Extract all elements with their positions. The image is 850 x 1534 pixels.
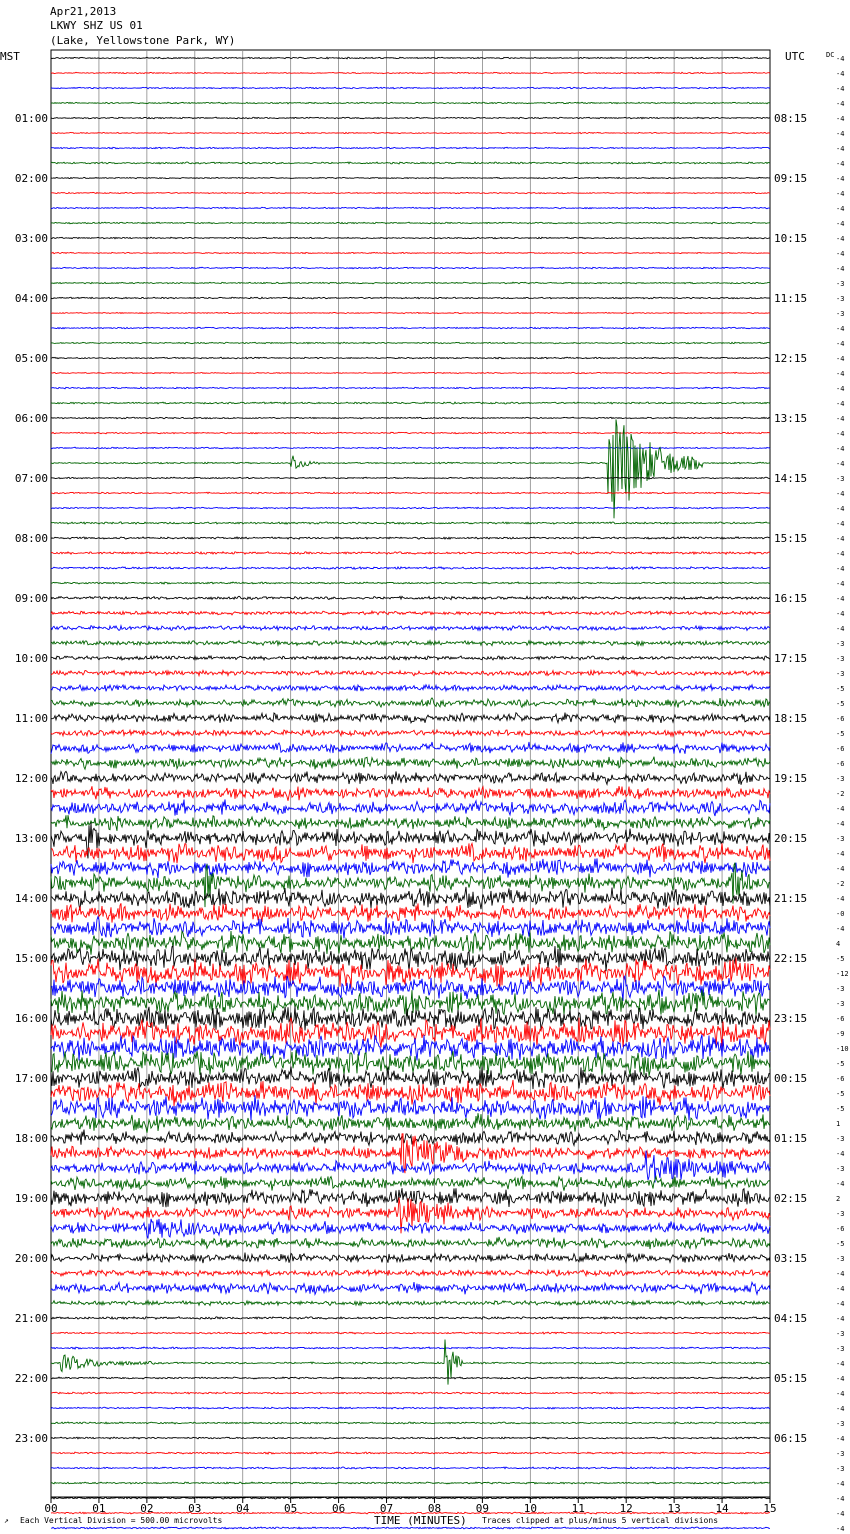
seismic-trace <box>51 207 770 209</box>
x-tick-label: 00 <box>44 1502 58 1515</box>
left-hour-label: 22:00 <box>14 1372 48 1385</box>
right-hour-label: 21:15 <box>774 892 808 905</box>
seismic-trace <box>51 1437 770 1439</box>
dc-offset-label: -4 <box>836 1360 845 1368</box>
dc-offset-label: -4 <box>836 805 845 813</box>
dc-offset-label: -5 <box>836 1090 845 1098</box>
x-tick-label: 09 <box>475 1502 490 1515</box>
seismic-trace <box>51 1282 770 1294</box>
seismic-trace <box>51 730 770 736</box>
left-hour-label: 15:00 <box>14 952 48 965</box>
seismic-trace <box>51 147 770 149</box>
dc-offset-label: -4 <box>836 370 845 378</box>
dc-offset-label: -4 <box>836 1405 845 1413</box>
dc-offset-label: -5 <box>836 1240 845 1248</box>
x-tick-label: 07 <box>379 1502 394 1515</box>
seismic-trace <box>51 1080 770 1106</box>
dc-offset-label: -3 <box>836 1000 845 1008</box>
seismic-trace <box>51 507 770 509</box>
seismic-trace <box>51 372 770 373</box>
dc-offset-label: -5 <box>836 1105 845 1113</box>
seismic-trace <box>51 327 770 329</box>
dc-offset-label: -4 <box>836 535 845 543</box>
dc-offset-label: -4 <box>836 220 845 228</box>
x-axis-title: TIME (MINUTES) <box>374 1514 467 1527</box>
seismic-trace <box>51 57 770 59</box>
dc-offset-label: -9 <box>836 1030 845 1038</box>
right-hour-label: 03:15 <box>774 1252 808 1265</box>
seismic-trace <box>51 1317 770 1320</box>
seismic-trace <box>51 858 770 878</box>
seismic-trace <box>51 222 770 224</box>
dc-offset-label: -3 <box>836 670 845 678</box>
seismic-trace <box>51 492 770 494</box>
dc-offset-label: -6 <box>836 1075 845 1083</box>
dc-offset-label: -3 <box>836 1165 845 1173</box>
dc-offset-label: -4 <box>836 85 845 93</box>
right-hour-label: 05:15 <box>774 1372 808 1385</box>
seismic-trace <box>51 670 770 675</box>
dc-offset-label: -4 <box>836 505 845 513</box>
dc-offset-label: -4 <box>836 460 845 468</box>
dc-offset-label: -3 <box>836 1420 845 1428</box>
left-hour-label: 08:00 <box>14 532 48 545</box>
dc-offset-label: -4 <box>836 400 845 408</box>
seismic-trace <box>51 282 770 284</box>
x-tick-label: 15 <box>763 1502 777 1515</box>
dc-offset-label: -4 <box>836 70 845 78</box>
dc-offset-label: -4 <box>836 55 845 63</box>
dc-offset-label: -4 <box>836 580 845 588</box>
x-tick-label: 05 <box>284 1502 298 1515</box>
left-hour-label: 01:00 <box>14 112 48 125</box>
right-hour-label: 22:15 <box>774 952 808 965</box>
x-tick-label: 01 <box>92 1502 106 1515</box>
x-tick-label: 10 <box>523 1502 537 1515</box>
dc-offset-label: -4 <box>836 895 845 903</box>
seismic-trace <box>51 1407 770 1409</box>
dc-offset-label: -4 <box>836 1300 845 1308</box>
right-hour-label: 00:15 <box>774 1072 808 1085</box>
dc-offset-label: -4 <box>836 550 845 558</box>
right-hour-label: 08:15 <box>774 112 808 125</box>
seismic-trace <box>51 1237 770 1249</box>
seismic-trace <box>51 685 770 692</box>
seismic-trace <box>51 477 770 479</box>
seismic-trace <box>51 1332 770 1334</box>
dc-offset-label: -4 <box>836 1525 845 1533</box>
dc-offset-label: -3 <box>836 985 845 993</box>
left-hour-label: 07:00 <box>14 472 48 485</box>
seismic-trace <box>51 162 770 164</box>
right-hour-label: 13:15 <box>774 412 808 425</box>
dc-offset-label: -4 <box>836 445 845 453</box>
seismic-trace <box>51 1006 770 1030</box>
dc-offset-label: -3 <box>836 1465 845 1473</box>
seismic-trace <box>51 1130 770 1146</box>
dc-offset-label: -2 <box>836 880 845 888</box>
seismic-trace <box>51 252 770 253</box>
seismic-trace <box>51 419 770 518</box>
dc-offset-label: -3 <box>836 655 845 663</box>
seismic-trace <box>51 917 770 939</box>
dc-offset-label: -4 <box>836 1375 845 1383</box>
dc-offset-label: -0 <box>836 910 845 918</box>
left-hour-label: 18:00 <box>14 1132 48 1145</box>
plot-frame <box>51 50 770 1497</box>
dc-offset-label: -4 <box>836 820 845 828</box>
dc-offset-label: -4 <box>836 415 845 423</box>
right-hour-label: 09:15 <box>774 172 808 185</box>
x-tick-label: 02 <box>140 1502 154 1515</box>
dc-offset-label: -4 <box>836 190 845 198</box>
seismic-trace <box>51 447 770 449</box>
dc-offset-label: -3 <box>836 310 845 318</box>
dc-offset-label: -4 <box>836 625 845 633</box>
dc-offset-label: -3 <box>836 1210 845 1218</box>
dc-offset-label: -3 <box>836 1330 845 1338</box>
left-hour-label: 16:00 <box>14 1012 48 1025</box>
seismic-trace <box>51 903 770 922</box>
seismic-trace <box>51 843 770 863</box>
seismic-trace <box>51 237 770 239</box>
dc-offset-label: -4 <box>836 1390 845 1398</box>
station-code: LKWY SHZ US 01 <box>50 19 143 32</box>
dc-offset-label: -4 <box>836 355 845 363</box>
seismic-trace <box>51 102 770 104</box>
dc-offset-label: -4 <box>836 565 845 573</box>
left-hour-label: 10:00 <box>14 652 48 665</box>
seismic-trace <box>51 786 770 801</box>
dc-offset-label: -5 <box>836 685 845 693</box>
right-zone-label: UTC <box>785 50 805 63</box>
right-hour-label: 19:15 <box>774 772 808 785</box>
dc-offset-label: -4 <box>836 1480 845 1488</box>
dc-offset-label: -5 <box>836 730 845 738</box>
seismic-trace <box>51 552 770 555</box>
x-tick-label: 13 <box>667 1502 681 1515</box>
seismic-trace <box>51 1392 770 1394</box>
dc-offset-label: -6 <box>836 745 845 753</box>
seismic-trace <box>51 596 770 599</box>
seismic-trace <box>51 1113 770 1133</box>
right-hour-label: 20:15 <box>774 832 808 845</box>
dc-offset-label: -4 <box>836 160 845 168</box>
seismic-trace <box>51 567 770 570</box>
seismic-trace <box>51 742 770 754</box>
seismic-trace <box>51 402 770 404</box>
dc-offset-label: -4 <box>836 1510 845 1518</box>
right-hour-label: 10:15 <box>774 232 808 245</box>
dc-offset-label: -10 <box>836 1045 849 1053</box>
seismic-trace <box>51 656 770 660</box>
station-location: (Lake, Yellowstone Park, WY) <box>50 34 236 47</box>
seismic-trace <box>51 117 770 119</box>
dc-label: DC <box>826 51 835 59</box>
right-hour-label: 12:15 <box>774 352 808 365</box>
seismic-trace <box>51 582 770 584</box>
seismic-trace <box>51 1176 770 1190</box>
dc-offset-label: 2 <box>836 1195 841 1203</box>
dc-offset-label: -3 <box>836 1255 845 1263</box>
dc-offset-label: -3 <box>836 475 845 483</box>
seismic-trace <box>51 357 770 359</box>
seismic-trace <box>51 537 770 539</box>
left-hour-label: 02:00 <box>14 172 48 185</box>
seismic-trace <box>51 1527 770 1529</box>
seismic-trace <box>51 771 770 784</box>
left-zone-label: MST <box>0 50 20 63</box>
right-hour-label: 04:15 <box>774 1312 808 1325</box>
dc-offset-label: -4 <box>836 1495 845 1503</box>
dc-offset-label: -3 <box>836 640 845 648</box>
seismic-trace <box>51 267 770 269</box>
seismic-trace <box>51 72 770 73</box>
dc-offset-label: -3 <box>836 835 845 843</box>
x-tick-label: 11 <box>571 1502 585 1515</box>
dc-offset-label: -4 <box>836 130 845 138</box>
seismic-trace <box>51 713 770 723</box>
left-hour-label: 06:00 <box>14 412 48 425</box>
seismic-trace <box>51 823 770 859</box>
dc-offset-label: -3 <box>836 1345 845 1353</box>
dc-offset-label: -4 <box>836 175 845 183</box>
seismic-trace <box>51 815 770 831</box>
left-hour-label: 09:00 <box>14 592 48 605</box>
seismic-trace <box>51 87 770 89</box>
dc-offset-label: -2 <box>836 790 845 798</box>
seismic-trace <box>51 799 770 816</box>
dc-offset-label: -4 <box>836 205 845 213</box>
dc-offset-label: -3 <box>836 1450 845 1458</box>
dc-offset-label: -4 <box>836 850 845 858</box>
dc-offset-label: -5 <box>836 700 845 708</box>
left-hour-label: 12:00 <box>14 772 48 785</box>
seismic-trace <box>51 1270 770 1276</box>
x-tick-label: 12 <box>619 1502 633 1515</box>
x-tick-label: 04 <box>236 1502 250 1515</box>
left-hour-label: 19:00 <box>14 1192 48 1205</box>
dc-offset-label: -4 <box>836 250 845 258</box>
dc-offset-label: -4 <box>836 340 845 348</box>
right-hour-label: 18:15 <box>774 712 808 725</box>
seismic-trace <box>51 1219 770 1239</box>
dc-offset-label: -6 <box>836 760 845 768</box>
right-hour-label: 06:15 <box>774 1432 808 1445</box>
dc-offset-label: -5 <box>836 1060 845 1068</box>
seismic-trace <box>51 1095 770 1120</box>
seismic-trace <box>51 432 770 434</box>
scale-note: Each Vertical Division = 500.00 microvolts <box>20 1516 223 1525</box>
left-hour-label: 23:00 <box>14 1432 48 1445</box>
left-hour-label: 03:00 <box>14 232 48 245</box>
seismic-trace <box>51 698 770 708</box>
right-hour-label: 17:15 <box>774 652 808 665</box>
left-hour-label: 14:00 <box>14 892 48 905</box>
dc-offset-label: -4 <box>836 1315 845 1323</box>
right-hour-label: 16:15 <box>774 592 808 605</box>
right-hour-label: 02:15 <box>774 1192 808 1205</box>
dc-offset-label: -6 <box>836 715 845 723</box>
seismic-trace <box>51 522 770 524</box>
seismic-trace <box>51 1452 770 1454</box>
left-hour-label: 05:00 <box>14 352 48 365</box>
seismic-trace <box>51 1253 770 1264</box>
left-hour-label: 11:00 <box>14 712 48 725</box>
seismic-trace <box>51 1301 770 1306</box>
seismic-trace <box>51 611 770 615</box>
dc-offset-label: -4 <box>836 1270 845 1278</box>
right-hour-label: 15:15 <box>774 532 808 545</box>
seismic-trace <box>51 757 770 770</box>
seismic-trace <box>51 132 770 133</box>
dc-offset-label: -3 <box>836 1135 845 1143</box>
dc-offset-label: -6 <box>836 1015 845 1023</box>
dc-offset-label: -4 <box>836 1150 845 1158</box>
dc-offset-label: -4 <box>836 235 845 243</box>
right-hour-label: 01:15 <box>774 1132 808 1145</box>
dc-offset-label: -4 <box>836 490 845 498</box>
dc-offset-label: -4 <box>836 115 845 123</box>
dc-offset-label: -4 <box>836 325 845 333</box>
x-tick-label: 14 <box>715 1502 729 1515</box>
dc-offset-label: -4 <box>836 1285 845 1293</box>
right-hour-label: 11:15 <box>774 292 808 305</box>
seismic-trace <box>51 192 770 193</box>
dc-offset-label: -12 <box>836 970 849 978</box>
dc-offset-label: -4 <box>836 925 845 933</box>
dc-offset-label: -4 <box>836 145 845 153</box>
dc-offset-label: -4 <box>836 1435 845 1443</box>
dc-offset-label: -3 <box>836 295 845 303</box>
seismic-trace <box>51 1422 770 1424</box>
x-tick-label: 06 <box>331 1502 346 1515</box>
right-hour-label: 23:15 <box>774 1012 808 1025</box>
seismic-trace <box>51 641 770 646</box>
seismic-trace <box>51 626 770 631</box>
dc-offset-label: -3 <box>836 775 845 783</box>
x-tick-label: 08 <box>427 1502 442 1515</box>
chart-date: Apr21,2013 <box>50 5 117 18</box>
dc-offset-label: -4 <box>836 520 845 528</box>
dc-offset-label: -4 <box>836 265 845 273</box>
clip-note: Traces clipped at plus/minus 5 vertical divisions <box>482 1516 719 1525</box>
left-hour-label: 13:00 <box>14 832 48 845</box>
seismic-trace <box>51 387 770 389</box>
dc-offset-label: -4 <box>836 430 845 438</box>
seismic-trace <box>51 177 770 178</box>
seismic-trace <box>51 342 770 344</box>
dc-offset-label: -3 <box>836 280 845 288</box>
seismic-trace <box>51 1377 770 1379</box>
left-hour-label: 21:00 <box>14 1312 48 1325</box>
seismic-trace <box>51 1067 770 1090</box>
x-tick-label: 03 <box>188 1502 202 1515</box>
left-hour-label: 04:00 <box>14 292 48 305</box>
dc-offset-label: -5 <box>836 955 845 963</box>
left-hour-label: 20:00 <box>14 1252 48 1265</box>
dc-offset-label: 1 <box>836 1120 841 1128</box>
dc-offset-label: -4 <box>836 100 845 108</box>
seismic-trace <box>51 312 770 313</box>
seismic-trace <box>51 1467 770 1469</box>
dc-offset-label: -4 <box>836 1180 845 1188</box>
seismic-trace <box>51 417 770 419</box>
dc-offset-label: -4 <box>836 610 845 618</box>
scale-icon: ↗ <box>4 1516 9 1525</box>
right-hour-label: 14:15 <box>774 472 808 485</box>
seismic-trace <box>51 1482 770 1484</box>
dc-offset-label: -6 <box>836 1225 845 1233</box>
dc-offset-label: -4 <box>836 385 845 393</box>
seismic-trace <box>51 297 770 299</box>
left-hour-label: 17:00 <box>14 1072 48 1085</box>
seismic-trace <box>51 946 770 971</box>
dc-offset-label: -4 <box>836 865 845 873</box>
dc-offset-label: 4 <box>836 940 841 948</box>
seismic-trace <box>51 1347 770 1349</box>
dc-offset-label: -4 <box>836 595 845 603</box>
